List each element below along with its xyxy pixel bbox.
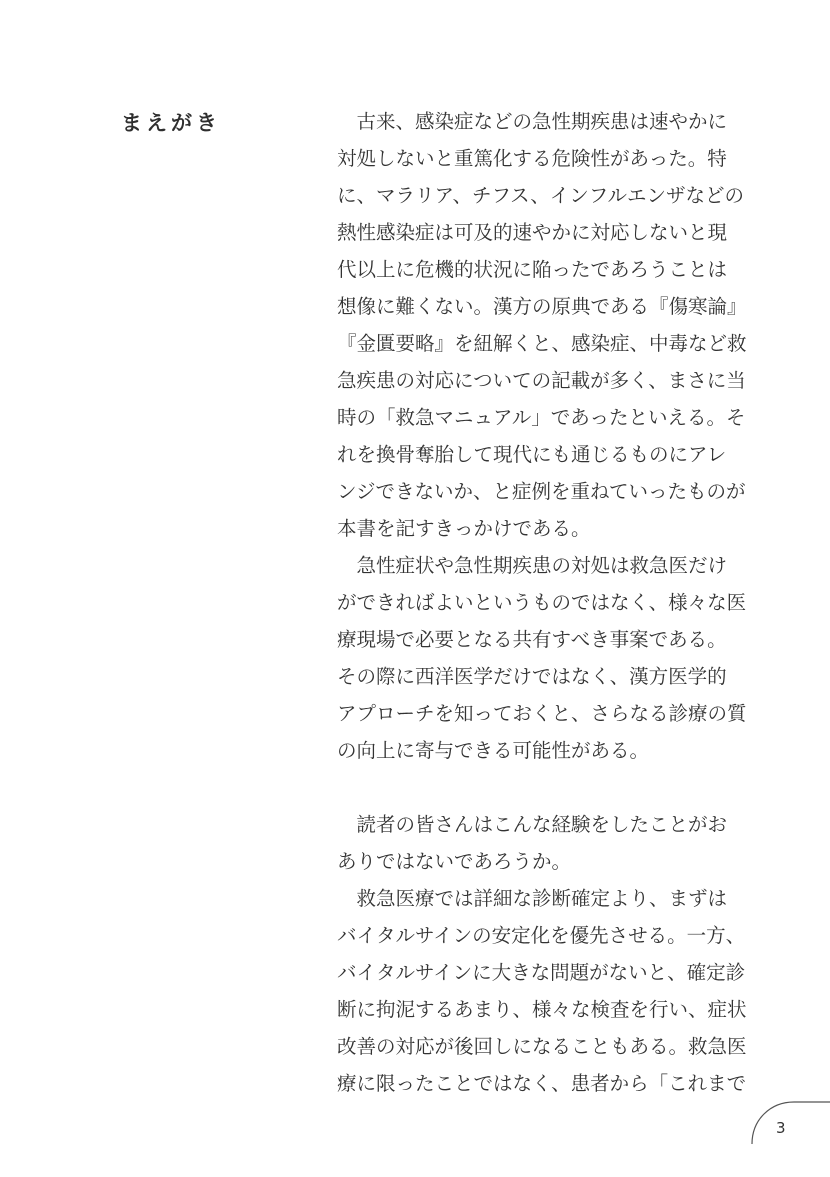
page-number: 3 — [776, 1119, 786, 1137]
section-heading: まえがき — [121, 111, 221, 135]
text-line: 対処しないと重篤化する危険性があった。特 — [337, 147, 727, 170]
blank-line — [337, 773, 737, 810]
text-line: バイタルサインに大きな問題がないと、確定診 — [337, 961, 746, 984]
text-line: 急疾患の対応についての記載が多く、まさに当 — [337, 369, 746, 392]
text-line: その際に西洋医学だけではなく、漢方医学的 — [337, 665, 727, 688]
page-number-arc — [748, 1100, 830, 1160]
text-line: 改善の対応が後回しになることもある。救急医 — [337, 1035, 747, 1058]
text-line: 『金匱要略』を紐解くと、感染症、中毒など救 — [337, 332, 747, 355]
text-line: アプローチを知っておくと、さらなる診療の質 — [337, 702, 747, 725]
text-line: ンジできないか、と症例を重ねていったものが — [337, 480, 746, 503]
text-line: ありではないであろうか。 — [337, 850, 572, 873]
text-line: 時の「救急マニュアル」であったといえる。そ — [337, 406, 746, 429]
text-line: 読者の皆さんはこんな経験をしたことがお — [337, 813, 728, 836]
page-number-badge — [748, 1100, 830, 1160]
text-line: ができればよいというものではなく、様々な医 — [337, 591, 747, 614]
text-line: 急性症状や急性期疾患の対処は救急医だけ — [337, 554, 728, 577]
text-line: 熱性感染症は可及的速やかに対応しないと現 — [337, 221, 728, 244]
text-line: 想像に難くない。漢方の原典である『傷寒論』 — [337, 295, 747, 318]
text-line: 療に限ったことではなく、患者から「これまで — [337, 1072, 747, 1095]
text-line: 救急医療では詳細な診断確定より、まずは — [337, 887, 728, 910]
text-line: 療現場で必要となる共有すべき事案である。 — [337, 628, 727, 651]
text-line: の向上に寄与できる可能性がある。 — [337, 739, 650, 762]
body-text — [337, 107, 747, 1106]
text-line: バイタルサインの安定化を優先させる。一方、 — [337, 924, 746, 947]
text-line: に、マラリア、チフス、インフルエンザなどの — [337, 184, 744, 207]
text-line: 本書を記すきっかけである。 — [337, 517, 591, 540]
text-line: 断に拘泥するあまり、様々な検査を行い、症状 — [337, 998, 747, 1021]
text-line: 古来、感染症などの急性期疾患は速やかに — [337, 110, 728, 133]
text-line: 代以上に危機的状況に陥ったであろうことは — [337, 258, 728, 281]
text-line: れを換骨奪胎して現代にも通じるものにアレ — [337, 443, 727, 466]
